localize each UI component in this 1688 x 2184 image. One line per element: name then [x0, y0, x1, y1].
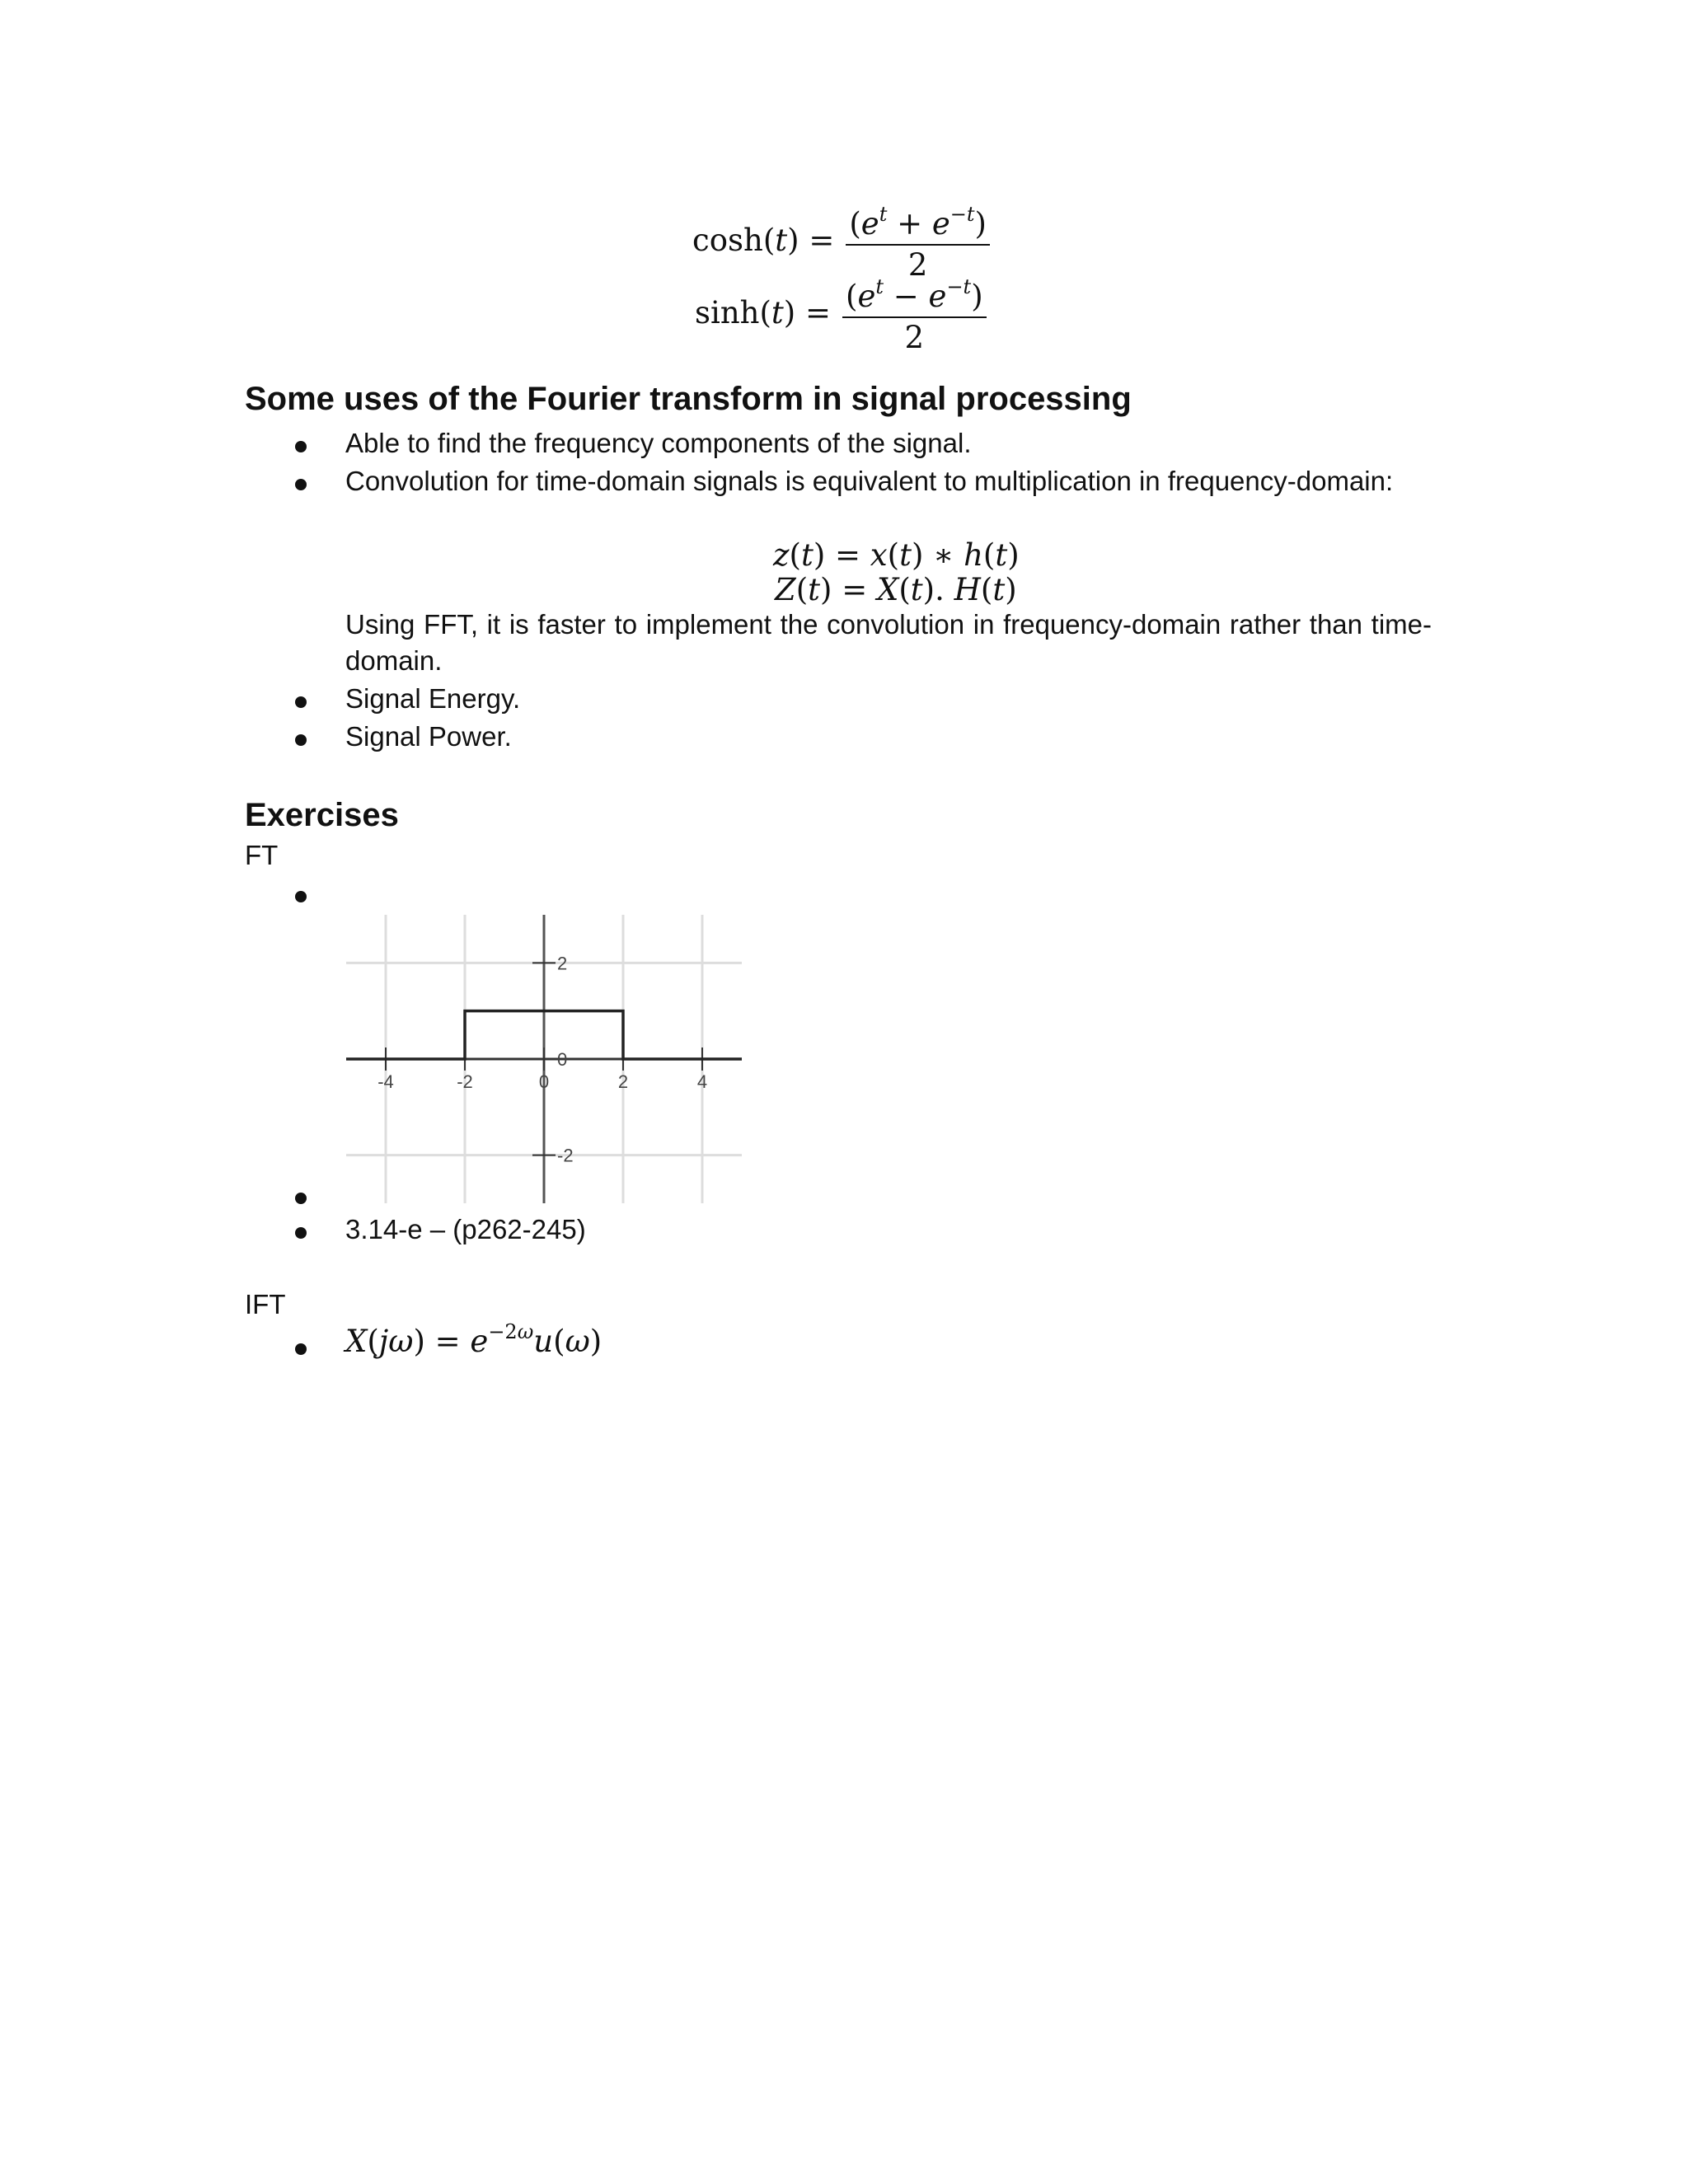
bullet-dot — [295, 479, 307, 490]
y-tick-label: -2 — [557, 1145, 574, 1166]
x-tick-label: -2 — [457, 1071, 473, 1092]
sinh-equation — [695, 270, 987, 354]
convolution-equation: z(t) = x(t) ∗ h(t) — [773, 537, 1020, 573]
y-tick-label: 0 — [557, 1049, 568, 1070]
x-tick-label: -4 — [377, 1071, 394, 1092]
exercise-3-14e: 3.14-e – (p262-245) — [345, 1214, 586, 1244]
cosh-equation — [692, 198, 990, 282]
fft-note: Using FFT, it is faster to implement the convolution in frequency-domain rather than time-domain. — [345, 609, 1432, 676]
cosh-numerator: $(e^t + e^{-t})$ — [846, 198, 990, 246]
ft-label: FT — [245, 840, 279, 870]
x-tick-label: 2 — [617, 1071, 629, 1092]
bullet-dot — [295, 1227, 307, 1239]
multiplication-equation: Z(t) = X(t). H(t) — [775, 572, 1017, 607]
section-heading-fourier-uses: Some uses of the Fourier transform in signal processing — [245, 381, 1132, 417]
bullet-dot — [295, 441, 307, 452]
bullet-signal-power: Signal Power. — [345, 721, 512, 752]
cosh-lhs: cosh(t) = — [692, 222, 835, 258]
bullet-dot — [295, 696, 307, 708]
bullet-dot — [295, 1343, 307, 1355]
cosh-fraction — [846, 198, 990, 282]
rect-pulse-chart — [330, 907, 758, 1212]
bullet-dot — [295, 891, 307, 902]
ift-label: IFT — [245, 1289, 286, 1319]
sinh-fraction — [842, 270, 987, 354]
x-tick-label: 4 — [696, 1071, 708, 1092]
sinh-numerator: $(e^t - e^{-t})$ — [842, 270, 987, 318]
bullet-signal-energy: Signal Energy. — [345, 683, 521, 714]
cosh-denominator: 2 — [907, 247, 928, 283]
bullet-convolution: Convolution for time-domain signals is equivalent to multiplication in frequency-domain: — [345, 466, 1394, 496]
sinh-lhs: sinh(t) = — [695, 294, 831, 330]
y-tick-label: 2 — [557, 953, 568, 974]
x-tick-label: 0 — [538, 1071, 550, 1092]
exercises-heading: Exercises — [245, 797, 399, 833]
bullet-frequency-components: Able to find the frequency components of the signal. — [345, 428, 972, 458]
ift-equation: $X(j\omega) = e^{-2\omega}u(\omega)$ — [345, 1320, 603, 1359]
sinh-denominator: 2 — [904, 320, 925, 355]
bullet-dot — [295, 734, 307, 746]
bullet-dot — [295, 1193, 307, 1204]
